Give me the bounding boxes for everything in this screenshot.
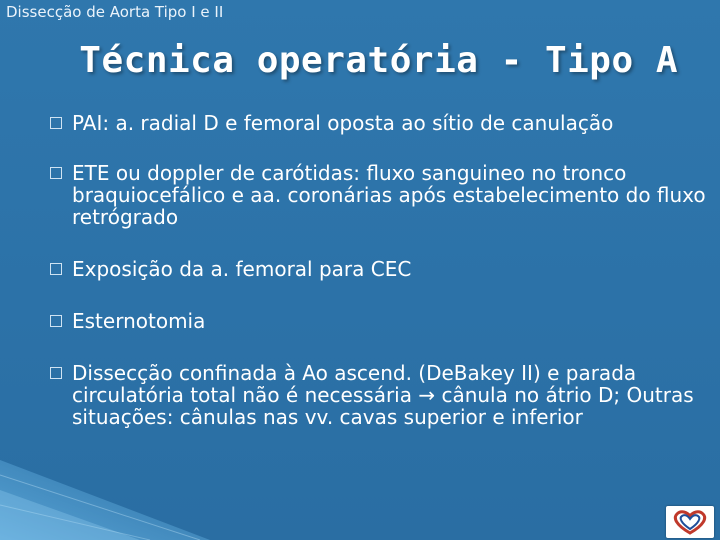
bullet-item: [50, 162, 710, 228]
slide-title: Técnica operatória - Tipo A: [79, 40, 678, 81]
square-bullet-icon: [50, 117, 62, 129]
bullet-item: [50, 258, 710, 280]
heart-logo-icon: [666, 506, 714, 538]
decorative-streaks: [0, 420, 220, 540]
square-bullet-icon: [50, 315, 62, 327]
square-bullet-icon: [50, 367, 62, 379]
bullet-item: [50, 362, 710, 428]
square-bullet-icon: [50, 263, 62, 275]
bullet-text: ETE ou doppler de carótidas: fluxo sanguineo no tronco braquiocefálico e aa. coronárias após estabelecimento do fluxo retrógrado: [72, 161, 706, 229]
square-bullet-icon: [50, 167, 62, 179]
bullet-text: Esternotomia: [72, 309, 206, 333]
bullet-text: Exposição da a. femoral para CEC: [72, 257, 412, 281]
section-label: Dissecção de Aorta Tipo I e II: [6, 3, 224, 21]
bullet-text: Dissecção confinada à Ao ascend. (DeBakey II) e parada circulatória total não é necessária → cânula no átrio D; Outras situações: cânulas nas vv. cavas superior e inferior: [72, 361, 694, 429]
bullet-item: [50, 112, 710, 134]
bullet-text: PAI: a. radial D e femoral oposta ao sítio de canulação: [72, 111, 614, 135]
bullet-list: [50, 112, 710, 428]
bullet-item: [50, 310, 710, 332]
